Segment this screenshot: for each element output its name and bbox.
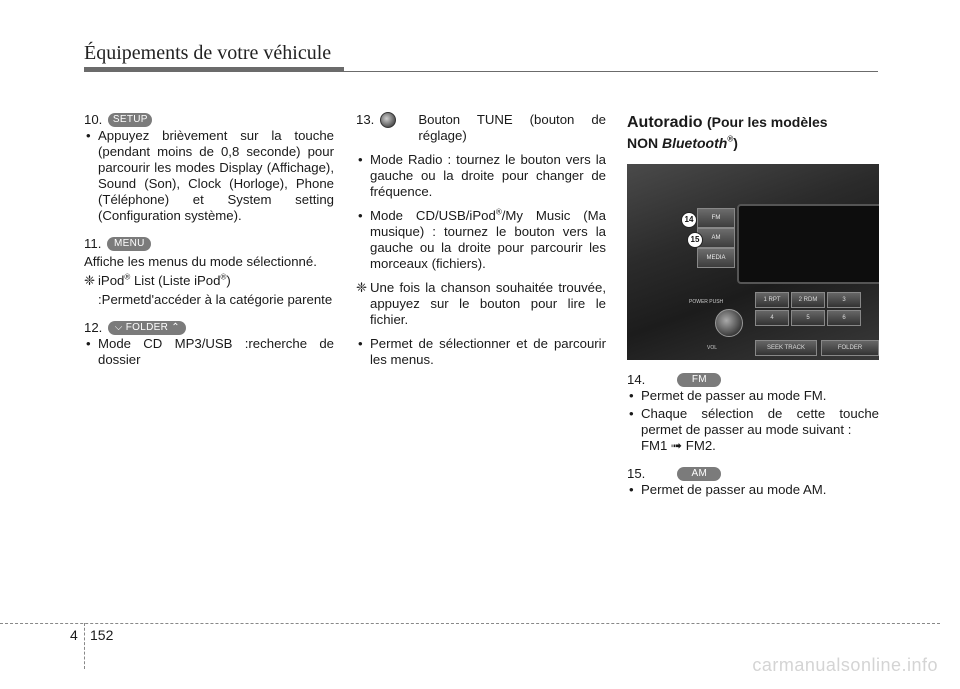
arrow-right-icon: ➟ bbox=[671, 438, 683, 453]
folder-badge: ⌵ FOLDER ⌃ bbox=[108, 321, 186, 335]
item-number: 15. bbox=[627, 466, 646, 481]
tune-knob-icon bbox=[380, 112, 396, 128]
section-title: Autoradio (Pour les modèles NON Bluetooth®) bbox=[627, 114, 828, 151]
item-number: 11. bbox=[84, 236, 102, 251]
item-14-bullet-1: • Permet de passer au mode FM. bbox=[627, 388, 879, 404]
folder-button: FOLDER bbox=[821, 340, 879, 356]
item-13-note: ❈ Une fois la chanson souhaitée trouvée, appuyez sur le bouton pour lire le fichier. bbox=[356, 280, 606, 327]
item-number: 12. bbox=[84, 320, 103, 335]
fm-badge: FM bbox=[677, 373, 721, 387]
chevron-down-icon: ⌵ bbox=[114, 322, 123, 333]
callout-15: 15 bbox=[687, 232, 703, 248]
column-right bbox=[627, 112, 879, 498]
item-11-heading bbox=[84, 236, 334, 252]
seek-track-button: SEEK TRACK bbox=[755, 340, 817, 356]
preset-button: 6 bbox=[827, 310, 861, 326]
item-15-heading bbox=[627, 466, 879, 482]
item-number: 10. bbox=[84, 112, 103, 127]
item-12-text: • Mode CD MP3/USB :recherche de dossier bbox=[84, 336, 334, 368]
watermark-text: carmanualsonline.info bbox=[752, 655, 938, 675]
vol-label: VOL bbox=[707, 345, 718, 351]
item-10-heading bbox=[84, 112, 334, 128]
chevron-up-icon: ⌃ bbox=[171, 322, 180, 333]
preset-button: 4 bbox=[755, 310, 789, 326]
item-12-heading bbox=[84, 320, 334, 336]
menu-badge: MENU bbox=[107, 237, 151, 251]
chapter-number: 4 bbox=[70, 627, 78, 643]
preset-button: 3 bbox=[827, 292, 861, 308]
item-number: 13. bbox=[356, 112, 375, 127]
am-badge: AM bbox=[677, 467, 721, 481]
radio-panel-photo bbox=[627, 164, 879, 360]
column-middle bbox=[356, 112, 606, 368]
volume-knob bbox=[715, 309, 743, 337]
item-10-text: • Appuyez brièvement sur la touche (pendant moins de 0,8 seconde) pour parcourir les modes Display (Affichage), Sound (Son), Clock (Horloge), Phone (Téléphone) et System setting (Configuration système). bbox=[84, 128, 334, 224]
preset-button: 5 bbox=[791, 310, 825, 326]
note-marker: ❈ bbox=[356, 280, 368, 295]
footer-rule bbox=[0, 623, 940, 624]
item-13-title: Bouton TUNE (bouton de réglage) bbox=[418, 112, 606, 143]
item-11-text: Affiche les menus du mode sélectionné. bbox=[84, 254, 317, 269]
note-marker: ❈ bbox=[84, 273, 96, 288]
callout-14: 14 bbox=[681, 212, 697, 228]
item-number: 14. bbox=[627, 372, 646, 387]
preset-button: 1 RPT bbox=[755, 292, 789, 308]
item-13-bullet-radio: • Mode Radio : tournez le bouton vers la gauche ou la droite pour changer de fréquence. bbox=[356, 152, 606, 200]
am-button: AM bbox=[697, 228, 735, 248]
page-number: 152 bbox=[90, 627, 114, 643]
fm-button: FM bbox=[697, 208, 735, 228]
item-11-desc: :Permetd'accéder à la catégorie parente bbox=[98, 292, 333, 307]
header-rule-thin bbox=[84, 71, 878, 72]
page-title: Équipements de votre véhicule bbox=[84, 42, 332, 64]
item-14-sequence: FM1 ➟ FM2. bbox=[641, 438, 716, 453]
item-13-heading bbox=[356, 112, 606, 144]
radio-display bbox=[737, 204, 879, 284]
footer-divider bbox=[84, 623, 85, 669]
item-14-heading bbox=[627, 372, 879, 388]
power-label: POWER PUSH bbox=[689, 299, 724, 305]
column-left bbox=[84, 112, 334, 368]
item-15-bullet-1: • Permet de passer au mode AM. bbox=[627, 482, 879, 498]
item-13-bullet-media: • Mode CD/USB/iPod®/My Music (Ma musique) : tournez le bouton vers la gauche ou la droite pour parcourir les morceaux (fichiers). bbox=[356, 208, 606, 272]
setup-badge: SETUP bbox=[108, 113, 152, 127]
item-11-ipod-note: ❈ iPod® List (Liste iPod®) bbox=[84, 272, 231, 288]
preset-button: 2 RDM bbox=[791, 292, 825, 308]
item-14-bullet-2: • Chaque sélection de cette touche permet de passer au mode suivant : bbox=[627, 406, 879, 438]
media-button: MEDIA bbox=[697, 248, 735, 268]
item-13-bullet-menus: • Permet de sélectionner et de parcourir les menus. bbox=[356, 336, 606, 368]
